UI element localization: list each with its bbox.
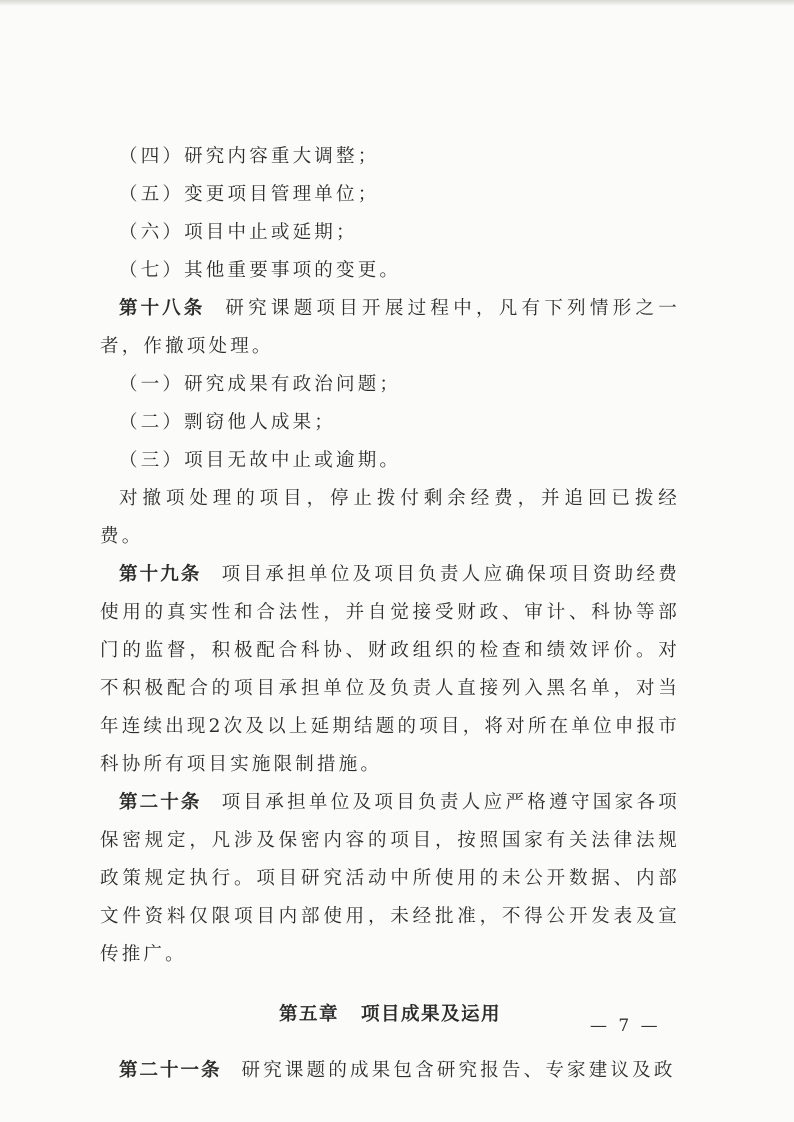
page-number: — 7 —	[590, 1016, 661, 1036]
article-text: 研究课题项目开展过程中，凡有下列情形之一者，作撤项处理。	[100, 298, 680, 357]
list-item: （五）变更项目管理单位；	[119, 184, 380, 205]
article-text: 项目承担单位及项目负责人应确保项目资助经费使用的真实性和合法性，并自觉接受财政、审计、科协等部门的监督，积极配合科协、财政组织的检查和绩效评价。对不积极配合的项目承担单位及负责人直接列入黑名单，对当年连续出现2次及以上延期结题的项目，将对所在单位申报市科协所有项目实施限制措施。	[100, 564, 680, 775]
list-item: （三）项目无故中止或逾期。	[119, 450, 402, 471]
article-heading: 第十八条	[119, 298, 206, 319]
article-19	[100, 556, 680, 784]
article-heading: 第二十条	[119, 792, 202, 813]
article-text: 研究课题的成果包含研究报告、专家建议及政	[241, 1060, 676, 1081]
article-heading: 第十九条	[119, 564, 202, 585]
list-item: （四）研究内容重大调整；	[119, 146, 380, 167]
article-text: 项目承担单位及项目负责人应严格遵守国家各项保密规定，凡涉及保密内容的项目，按照国家有关法律法规政策规定执行。项目研究活动中所使用的未公开数据、内部文件资料仅限项目内部使用，未经批准，不得公开发表及宣传推广。	[100, 792, 680, 965]
chapter-title: 项目成果及运用	[361, 1004, 502, 1025]
article-heading: 第二十一条	[119, 1060, 222, 1081]
list-item: （七）其他重要事项的变更。	[119, 260, 402, 281]
article-18-closing: 对撤项处理的项目，停止拨付剩余经费，并追回已拨经费。	[100, 488, 680, 547]
list-item: （二）剽窃他人成果；	[119, 412, 337, 433]
article-18	[100, 290, 680, 366]
body-text	[100, 138, 680, 1090]
scan-edge	[0, 0, 794, 6]
list-item: （一）研究成果有政治问题；	[119, 374, 402, 395]
article-21	[100, 1052, 680, 1090]
article-20	[100, 784, 680, 974]
list-item: （六）项目中止或延期；	[119, 222, 358, 243]
chapter-number: 第五章	[278, 1004, 339, 1025]
